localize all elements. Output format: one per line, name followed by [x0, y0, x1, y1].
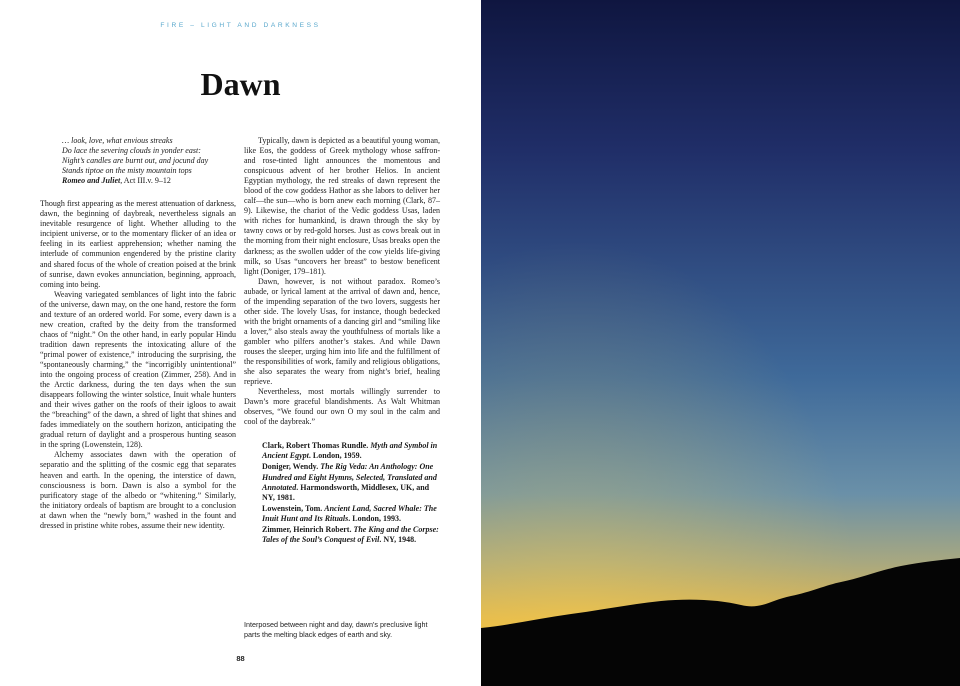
references	[262, 441, 440, 544]
reference-publication: . London, 1959.	[308, 451, 362, 461]
page-number: 88	[236, 654, 245, 663]
left-column	[40, 136, 236, 531]
dawn-sky-image	[481, 0, 960, 686]
epigraph-line: Stands tiptoe on the misty mountain tops	[62, 166, 192, 176]
page-title: Dawn	[200, 66, 281, 102]
reference-entry	[262, 441, 440, 461]
body-paragraph: Though first appearing as the merest attenuation of darkness, dawn, the beginning of daybreak, nevertheless signals an inevitable resurgence of light. Whether alluding to the incipient universe, or to the momentary flicker of an idea or feeling in its earliest apprehension; whether naming the interlude of communion engendered by the pristine clarity and shared focus of the whole of creation poised at the brink of sunrise, dawn evokes annunciation, beginning, approach, coming into being.	[40, 199, 236, 289]
dawn-photograph	[481, 0, 960, 686]
epigraph-source-ref: , Act III.v. 9–12	[120, 176, 171, 186]
body-paragraph: Nevertheless, most mortals willingly surrender to Dawn’s more graceful blandishments. As Walt Whitman observes, “We found our own O my soul in the calm and cool of the daybreak.”	[244, 387, 440, 427]
epigraph-source-title: Romeo and Juliet	[62, 176, 121, 186]
epigraph-line: Do lace the severing clouds in yonder east:	[62, 146, 201, 156]
reference-work: The King and the Corpse: Tales of the Soul’s Conquest of Evil	[262, 524, 439, 544]
reference-publication: . Harmondsworth, Middlesex, UK, and NY, 1981.	[262, 482, 430, 502]
epigraph-line: Night’s candles are burnt out, and jocund day	[62, 156, 209, 166]
right-column	[244, 136, 440, 546]
reference-author: Zimmer, Heinrich Robert.	[262, 524, 352, 534]
epigraph-line: … look, love, what envious streaks	[62, 136, 173, 145]
photo-caption: Interposed between night and day, dawn’s preclusive light parts the melting black edges of earth and sky.	[244, 620, 428, 639]
body-paragraph: Weaving variegated semblances of light into the fabric of the universe, dawn may, on the one hand, restore the form and texture of an ordered world. For some, every dawn is a new creation, crafted by the deity from the transformed chaos of “night.” On the other hand, in early popular Hindu tradition dawn represents the intoxicating allure of the “primal power of existence,” introducing the surprising, the “spontaneously charming,” the “incorrigibly unintentional” into the ongoing process of creation (Zimmer, 258). And in the Arctic darkness, during the ten days when the sun disappears following the winter solstice, Inuit whale hunters and their wives gather on the roofs of their igloos to await the “breaching” of the dawn, a shred of light that shines and fades immediately on the southern horizon, anticipating the gradual return of daylight and a prosperous hunting season in the spring (Lowenstein, 128).	[40, 289, 236, 450]
body-paragraph: Alchemy associates dawn with the operation of separatio and the splitting of the cosmic egg that separates heaven and earth. In the opening, the interstice of dawn, consciousness is born. Dawn is also a symbol for the purificatory stage of the albedo or “whitening.” Similarly, the initiatory ordeals of baptism are brought to a conclusion at dawn when the “newly born,” washed in the fount and dressed in pristine white robes, assume their new identity.	[40, 450, 236, 530]
reference-work: Myth and Symbol in Ancient Egypt	[262, 441, 438, 461]
body-paragraph: Dawn, however, is not without paradox. Romeo’s aubade, or lyrical lament at the arrival of dawn and, hence, of the impending separation of the two lovers, suggests her other side. The lovely Usas, for instance, though bedecked with the bright ornaments of a dancing girl and “smiling like a lover,” also steals away the youthfulness of mortals like a gambler who pilfers another’s stakes. And while Dawn rouses the sleeper, urging him into life and the fulfillment of the responsibilities of work, family and religious obligations, she also separates the weary from night’s brief, healing reprieve.	[244, 276, 440, 387]
reference-entry	[262, 504, 440, 524]
running-header: FIRE – LIGHT AND DARKNESS	[160, 22, 321, 29]
reference-work: The Rig Veda: An Anthology: One Hundred and Eight Hymns, Selected, Translated and Annotated	[262, 462, 437, 492]
epigraph-citation	[62, 176, 236, 186]
reference-author: Lowenstein, Tom.	[262, 503, 323, 513]
reference-publication: . London, 1993.	[348, 513, 401, 523]
reference-author: Doniger, Wendy.	[262, 462, 319, 472]
reference-author: Clark, Robert Thomas Rundle.	[262, 441, 369, 451]
epigraph	[62, 136, 236, 186]
reference-publication: . NY, 1948.	[379, 534, 417, 544]
reference-entry	[262, 462, 440, 502]
body-paragraph: Typically, dawn is depicted as a beautiful young woman, like Eos, the goddess of Greek mythology whose saffron- and rose-tinted light announces the momentous and conspicuous advent of her brother Helios. In ancient Egyptian mythology, the red streaks of dawn represent the blood of the cow goddess Hathor as she labors to deliver her calf—the sun—who is born anew each morning (Clark, 87–9). Likewise, the chariot of the Vedic goddess Usas, laden with riches for humankind, is drawn through the sky by tawny cows or by red-gold horses. Just as cows break out in the morning from their night enclosure, Usas breaks open the darkness; as the swollen udder of the cow yields life-giving milk, so Usas “uncovers her breast” to bestow beneficent light (Doniger, 179–181).	[244, 136, 440, 276]
reference-entry	[262, 525, 440, 545]
reference-work: Ancient Land, Sacred Whale: The Inuit Hunt and Its Rituals	[262, 503, 437, 523]
